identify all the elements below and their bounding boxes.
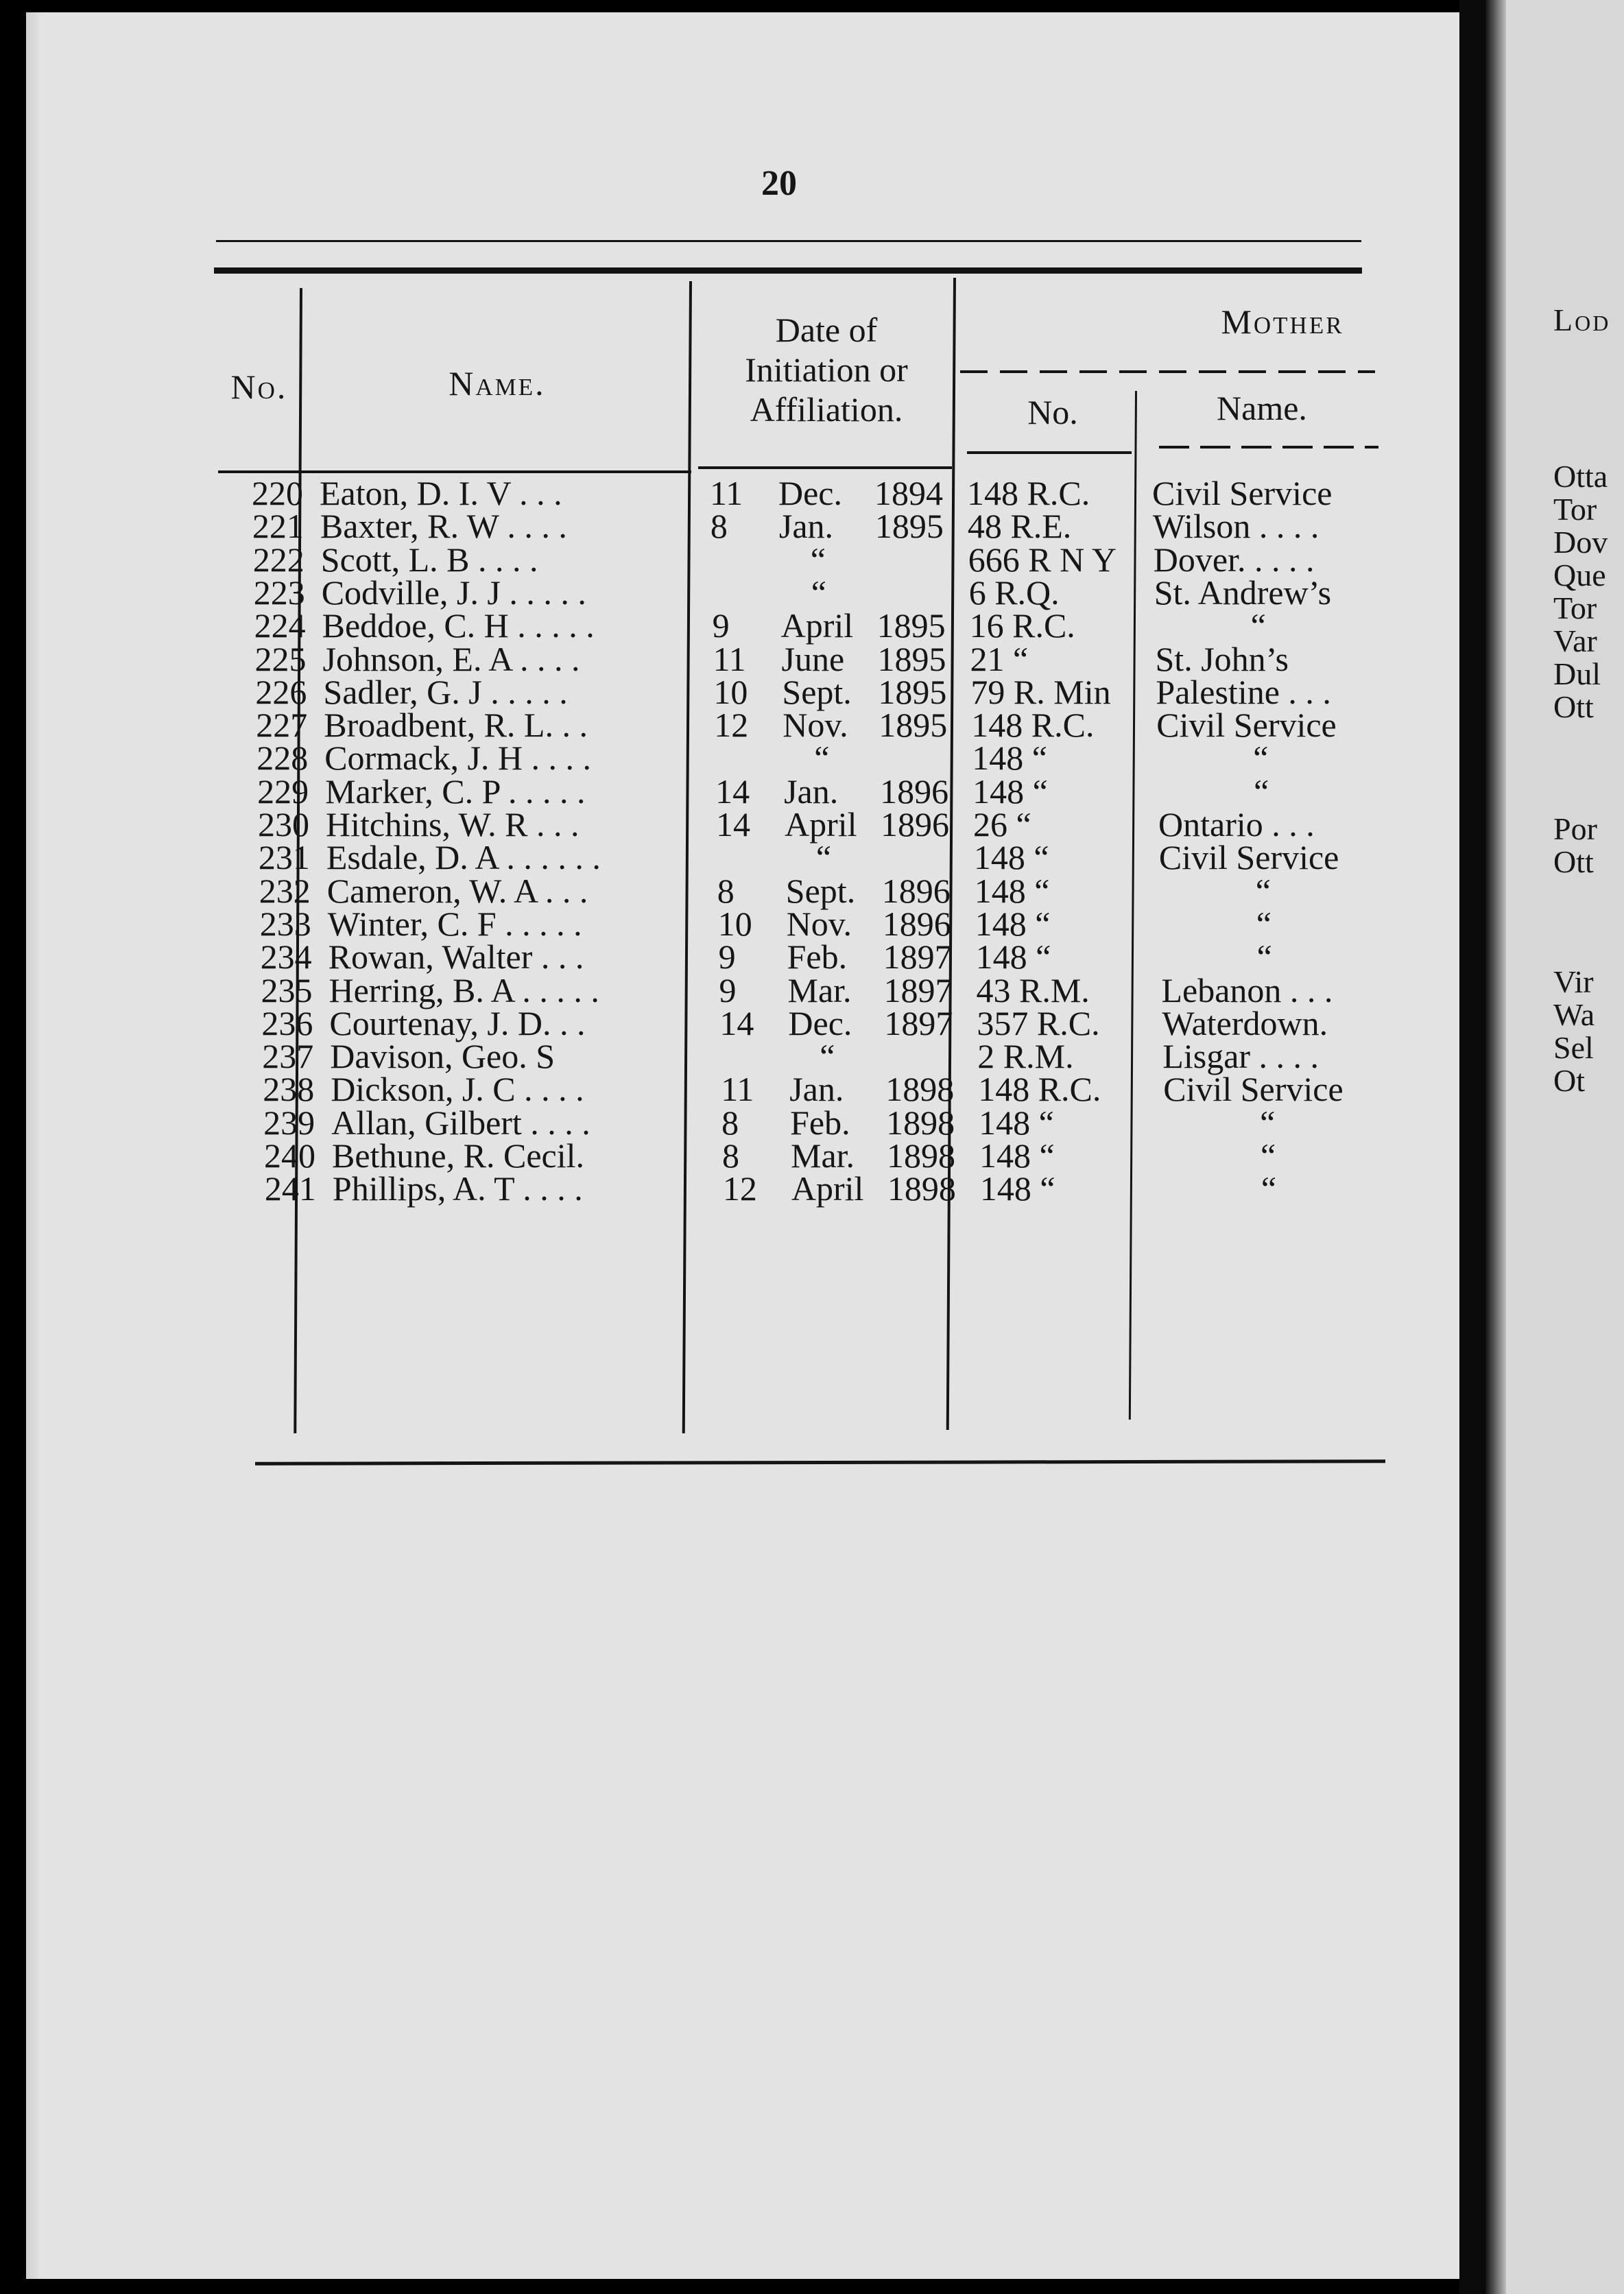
cell-year: 1898: [887, 1136, 955, 1175]
cell-lodge-name: “: [1256, 937, 1272, 977]
cell-no: 226: [255, 672, 307, 711]
cell-no: 220: [252, 474, 303, 512]
header-date: [696, 310, 957, 429]
facing-page-word: Dul: [1553, 656, 1601, 691]
cell-lodge-no: 148 “: [972, 772, 1048, 811]
cell-lodge-name: Civil Service: [1163, 1070, 1344, 1109]
cell-lodge-name: “: [1260, 1103, 1276, 1142]
cell-lodge-name: “: [1254, 772, 1269, 811]
cell-lodge-name: “: [1253, 739, 1269, 778]
cell-day: 10: [713, 672, 748, 711]
cell-no: 222: [252, 540, 304, 579]
facing-header-lodge: Lod: [1553, 302, 1611, 337]
cell-name: Broadbent, R. L. . .: [324, 706, 588, 745]
facing-page-word: Ott: [1553, 844, 1594, 879]
cell-lodge-name: Waterdown.: [1162, 1003, 1328, 1042]
facing-page: [1485, 0, 1624, 2294]
cell-no: 224: [254, 606, 306, 645]
cell-lodge-name: St. Andrew’s: [1154, 573, 1332, 612]
cell-no: 236: [261, 1003, 313, 1042]
top-rule-thin: [216, 240, 1361, 242]
cell-month: Sept.: [782, 672, 852, 711]
cell-day: 12: [722, 1169, 757, 1208]
cell-name: Davison, Geo. S: [330, 1037, 556, 1076]
cell-lodge-no: 148 R.C.: [967, 474, 1090, 512]
cell-month: April: [780, 606, 854, 645]
cell-year: 1896: [880, 772, 949, 811]
cell-year: 1897: [884, 1003, 953, 1042]
facing-page-word: Var: [1553, 623, 1597, 658]
cell-month: Mar.: [791, 1136, 855, 1175]
cell-lodge-no: 21 “: [970, 639, 1029, 678]
facing-page-word: Wa: [1553, 997, 1595, 1032]
top-rule-thick: [214, 267, 1362, 274]
cell-year: 1896: [881, 871, 951, 910]
cell-year: 1897: [883, 937, 952, 977]
header-date-line-1: Date of: [775, 311, 878, 349]
cell-name: Bethune, R. Cecil.: [332, 1136, 584, 1175]
cell-name: Cameron, W. A . . .: [326, 871, 588, 910]
cell-name: Johnson, E. A . . . .: [322, 639, 580, 678]
cell-year: 1895: [879, 706, 948, 745]
cell-lodge-name: “: [1261, 1136, 1276, 1175]
cell-lodge-name: Civil Service: [1156, 706, 1337, 745]
cell-lodge-name: Palestine . . .: [1156, 672, 1331, 711]
cell-lodge-no: 148 “: [979, 1103, 1054, 1142]
cell-no: 231: [258, 838, 310, 877]
cell-lodge-no: 148 R.C.: [978, 1070, 1101, 1109]
cell-lodge-name: “: [1261, 1169, 1277, 1208]
cell-lodge-no: 148 R.C.: [971, 706, 1095, 745]
cell-year: 1898: [887, 1169, 956, 1208]
cell-year: 1898: [886, 1103, 955, 1142]
cell-month: Jan.: [789, 1070, 844, 1109]
cell-lodge-name: Civil Service: [1152, 474, 1333, 512]
cell-day: 14: [716, 805, 750, 844]
cell-day: 9: [718, 937, 736, 977]
cell-no: 241: [264, 1169, 316, 1208]
cell-year: 1896: [881, 805, 949, 844]
cell-lodge-name: St. John’s: [1155, 639, 1289, 678]
facing-page-shadow: [1485, 0, 1506, 2294]
facing-page-word: Por: [1553, 811, 1597, 846]
cell-month: Mar.: [787, 970, 852, 1009]
cell-name: Beddoe, C. H . . . . .: [322, 606, 595, 645]
cell-month: “: [810, 540, 826, 579]
cell-month: Jan.: [778, 507, 834, 546]
facing-page-word: Que: [1553, 558, 1606, 593]
facing-page-word: Tor: [1553, 492, 1597, 527]
cell-no: 227: [256, 706, 308, 745]
cell-month: Jan.: [784, 772, 839, 811]
cell-lodge-no: 79 R. Min: [970, 672, 1111, 711]
cell-no: 229: [257, 772, 309, 811]
cell-month: April: [791, 1169, 864, 1208]
cell-no: 235: [261, 970, 313, 1009]
table-row: [13, 1169, 1453, 1211]
header-date-line-2: Initiation or: [745, 350, 908, 389]
cell-name: Herring, B. A . . . . .: [329, 970, 599, 1009]
cell-year: 1894: [874, 474, 943, 512]
cell-no: 239: [263, 1103, 315, 1142]
facing-page-word: Otta: [1553, 459, 1608, 494]
cell-day: 10: [717, 904, 752, 943]
header-name: Name.: [449, 364, 546, 403]
cell-lodge-no: 148 “: [979, 1169, 1055, 1208]
cell-lodge-no: 48 R.E.: [967, 507, 1072, 546]
cell-year: 1895: [878, 672, 947, 711]
cell-month: April: [785, 805, 857, 844]
cell-day: 14: [715, 772, 750, 811]
cell-no: 238: [263, 1070, 315, 1109]
book-gutter: [1459, 0, 1485, 2294]
cell-lodge-no: 148 “: [974, 871, 1050, 910]
cell-lodge-no: 666 R N Y: [968, 540, 1117, 579]
cell-name: Courtenay, J. D. . .: [329, 1003, 586, 1042]
page-number: 20: [761, 164, 797, 203]
cell-month: Feb.: [787, 937, 848, 977]
cell-lodge-name: “: [1256, 904, 1271, 943]
cell-year: 1898: [885, 1070, 955, 1109]
cell-name: Eaton, D. I. V . . .: [320, 474, 562, 512]
header-lodge-name: Name.: [1217, 389, 1307, 427]
facing-page-word: Ott: [1553, 689, 1594, 724]
cell-year: 1897: [883, 970, 953, 1009]
cell-no: 233: [259, 904, 311, 943]
cell-name: Codville, J. J . . . . .: [321, 573, 586, 612]
cell-year: 1895: [876, 606, 946, 645]
header-date-line-3: Affiliation.: [750, 390, 903, 429]
header-no: No.: [230, 368, 288, 406]
cell-day: 8: [721, 1103, 739, 1142]
cell-no: 230: [258, 805, 309, 844]
cell-lodge-no: 148 “: [979, 1136, 1055, 1175]
mother-subrule: [960, 370, 1375, 373]
cell-name: Dickson, J. C . . . .: [331, 1070, 584, 1109]
cell-name: Cormack, J. H . . . .: [324, 739, 592, 778]
cell-day: 9: [719, 970, 737, 1009]
cell-no: 228: [256, 739, 309, 778]
cell-no: 221: [252, 507, 304, 546]
cell-month: Dec.: [788, 1003, 852, 1042]
cell-month: Nov.: [783, 706, 848, 745]
cell-day: 8: [717, 871, 735, 910]
cell-no: 240: [264, 1136, 315, 1175]
cell-lodge-no: 357 R.C.: [977, 1003, 1100, 1042]
cell-day: 11: [721, 1070, 754, 1109]
cell-name: Esdale, D. A . . . . . .: [326, 838, 601, 877]
facing-page-word: Sel: [1553, 1030, 1594, 1065]
cell-month: Dec.: [778, 474, 842, 512]
cell-lodge-name: Dover. . . . .: [1153, 540, 1315, 579]
cell-day: 11: [710, 474, 743, 512]
cell-lodge-no: 2 R.M.: [977, 1037, 1074, 1076]
cell-day: 9: [712, 606, 730, 645]
header-mother: Mother: [1221, 302, 1344, 341]
cell-month: Nov.: [786, 904, 852, 943]
cell-lodge-name: Lebanon . . .: [1161, 970, 1333, 1009]
cell-no: 225: [254, 639, 307, 678]
cell-lodge-no: 148 “: [975, 904, 1051, 943]
cell-no: 232: [259, 871, 311, 910]
cell-lodge-no: 148 “: [973, 838, 1049, 877]
cell-name: Sadler, G. J . . . . .: [323, 672, 568, 711]
cell-lodge-no: 26 “: [973, 805, 1031, 844]
cell-lodge-no: 16 R.C.: [969, 606, 1075, 645]
cell-lodge-name: Wilson . . . .: [1152, 507, 1320, 546]
cell-name: Allan, Gilbert . . . .: [331, 1103, 590, 1142]
cell-day: 12: [714, 706, 749, 745]
cell-lodge-name: Lisgar . . . .: [1162, 1037, 1320, 1076]
facing-page-word: Tor: [1553, 590, 1597, 625]
cell-name: Hitchins, W. R . . .: [326, 805, 580, 844]
cell-month: Feb.: [790, 1103, 850, 1142]
header-lodge-no: No.: [1027, 393, 1078, 431]
cell-lodge-no: 43 R.M.: [976, 970, 1090, 1009]
cell-no: 223: [253, 573, 305, 612]
cell-day: 11: [713, 639, 746, 678]
cell-month: “: [815, 838, 832, 877]
header-rule-lodge-no: [967, 451, 1132, 454]
cell-day: 8: [710, 507, 728, 546]
cell-month: “: [811, 573, 826, 612]
cell-month: “: [820, 1037, 835, 1076]
lodge-name-subrule: [1159, 446, 1378, 449]
facing-page-word: Ot: [1553, 1063, 1585, 1098]
cell-day: 14: [719, 1003, 754, 1042]
cell-year: 1895: [874, 507, 944, 546]
cell-year: 1895: [877, 639, 946, 678]
cell-month: “: [814, 739, 830, 778]
facing-page-word: Vir: [1553, 964, 1594, 999]
cell-no: 237: [262, 1037, 314, 1076]
cell-lodge-name: “: [1255, 871, 1271, 910]
cell-day: 8: [722, 1136, 739, 1175]
cell-lodge-name: “: [1250, 606, 1266, 645]
cell-lodge-name: Ontario . . .: [1158, 805, 1315, 844]
cell-lodge-no: 148 “: [975, 937, 1051, 977]
cell-year: 1896: [882, 904, 951, 943]
cell-lodge-no: 148 “: [972, 739, 1047, 778]
cell-month: June: [781, 639, 845, 678]
cell-name: Rowan, Walter . . .: [328, 937, 584, 977]
facing-page-word: Dov: [1553, 525, 1608, 560]
cell-name: Marker, C. P . . . . .: [325, 772, 586, 811]
cell-name: Baxter, R. W . . . .: [320, 507, 567, 546]
cell-lodge-no: 6 R.Q.: [968, 573, 1060, 612]
header-rule-date: [698, 466, 952, 469]
cell-month: Sept.: [785, 871, 856, 910]
cell-name: Winter, C. F . . . . .: [327, 904, 582, 943]
cell-lodge-name: Civil Service: [1158, 838, 1339, 877]
cell-name: Scott, L. B . . . .: [320, 540, 538, 579]
cell-name: Phillips, A. T . . . .: [332, 1169, 583, 1208]
cell-no: 234: [260, 937, 312, 977]
